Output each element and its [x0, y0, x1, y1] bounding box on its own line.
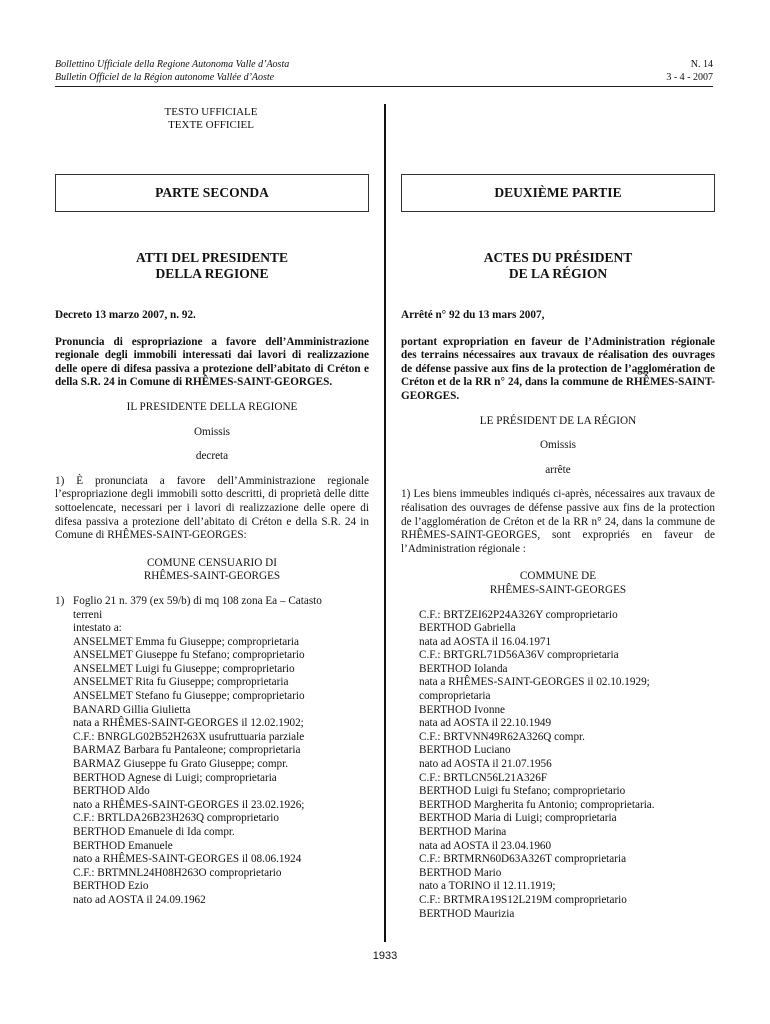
commune-heading-it-line2: RHÊMES-SAINT-GEORGES	[143, 570, 281, 583]
acts-heading-it-line2: DELLA REGIONE	[155, 266, 269, 281]
decree-subject-fr: portant expropriation en faveur de l’Administration régionale des terrains nécessaires aux travaux de réalisation des ouvrages de défense passive aux fins de la protection de l’agglomération de Créton et de la RR n° 24, dans la commune de RHÊMES-SAINT-GEORGES.	[401, 335, 715, 402]
list-item: C.F.: BRTMRA19S12L219M comproprietario	[419, 893, 627, 906]
decree-verb-fr: arrête	[545, 463, 571, 476]
bulletin-title-fr: Bulletin Officiel de la Région autonome Vallée d’Aoste	[55, 72, 275, 83]
list-item: terreni	[73, 608, 103, 621]
president-heading-it: IL PRESIDENTE DELLA REGIONE	[126, 400, 298, 413]
omissis-it: Omissis	[193, 425, 231, 438]
list-item: ANSELMET Stefano fu Giuseppe; comproprietario	[73, 690, 305, 703]
list-item: C.F.: BRTMRN60D63A326T comproprietaria	[419, 853, 627, 866]
list-item: nato ad AOSTA il 24.09.1962	[73, 893, 206, 906]
list-item: nata a RHÊMES-SAINT-GEORGES il 12.02.1902;	[73, 717, 304, 730]
list-item: nato a RHÊMES-SAINT-GEORGES il 08.06.1924	[73, 853, 302, 866]
bulletin-title	[55, 58, 289, 84]
part-heading-fr: DEUXIÈME PARTIE	[401, 174, 715, 212]
list-item: BERTHOD Luigi fu Stefano; comproprietario	[419, 785, 626, 798]
list-item: BERTHOD Ivonne	[419, 703, 506, 716]
decree-subject-it: Pronuncia di espropriazione a favore dell’Amministrazione regionale degli immobili interessati dai lavori di realizzazione delle opere di difesa passiva a protezione dell’abitato di Créton e della S.R. 24 in Comune di RHÊMES-SAINT-GEORGES.	[55, 335, 369, 389]
article-paragraph-it: 1) È pronunciata a favore dell’Amministrazione regionale l’espropriazione degli immobili sotto descritti, di proprietà delle ditte sottoelencate, necessari per i lavori di realizzazione delle opere di difesa passiva a protezione dell’abitato di Créton e della S.R. 24 in Comune di RHÊMES-SAINT-GEORGES:	[55, 474, 369, 542]
column-divider	[384, 104, 386, 942]
acts-heading-fr-line2: DE LA RÉGION	[508, 266, 608, 281]
list-item: C.F.: BRTZEI62P24A326Y comproprietario	[419, 608, 618, 621]
list-item: BERTHOD Luciano	[419, 744, 511, 757]
owners-list-fr	[401, 609, 715, 922]
list-item: nata ad AOSTA il 16.04.1971	[419, 635, 552, 648]
article-paragraph-fr: 1) Les biens immeubles indiqués ci-après, nécessaires aux travaux de réalisation des ouvrages de défense passive aux fins de la protection de l’agglomération de Créton et de la RR n° 24, dans la commune de RHÊMES-SAINT-GEORGES, sont expropriés en faveur de l’Administration régionale :	[401, 488, 715, 555]
commune-heading-fr-line1: COMMUNE DE	[519, 570, 597, 583]
list-item: C.F.: BRTVNN49R62A326Q compr.	[419, 730, 585, 743]
list-item: ANSELMET Luigi fu Giuseppe; comproprietario	[73, 662, 295, 675]
issue-info	[666, 58, 713, 84]
list-item: BERTHOD Ezio	[73, 880, 149, 893]
list-item: BERTHOD Marina	[419, 826, 507, 838]
header-rule	[55, 86, 713, 87]
decree-title-it: Decreto 13 marzo 2007, n. 92.	[55, 309, 196, 321]
president-heading-fr: LE PRÉSIDENT DE LA RÉGION	[479, 414, 637, 427]
list-item: nata ad AOSTA il 22.10.1949	[419, 717, 552, 730]
list-item: BERTHOD Emanuele di Ida compr.	[73, 826, 235, 838]
omissis-fr: Omissis	[539, 439, 577, 452]
list-item: nato a RHÊMES-SAINT-GEORGES il 23.02.1926;	[73, 798, 305, 811]
french-column	[401, 174, 715, 921]
list-item: BARMAZ Giuseppe fu Grato Giuseppe; compr.	[73, 758, 289, 771]
acts-heading-it	[55, 250, 369, 282]
list-item: Foglio 21 n. 379 (ex 59/b) di mq 108 zona Ea – Catasto	[73, 594, 322, 607]
issue-date: 3 - 4 - 2007	[666, 72, 713, 83]
list-item: BANARD Gillia Giulietta	[73, 703, 191, 716]
official-text-fr: TEXTE OFFICIEL	[168, 119, 254, 131]
commune-heading-fr-line2: RHÊMES-SAINT-GEORGES	[489, 583, 627, 596]
acts-heading-it-line1: ATTI DEL PRESIDENTE	[135, 250, 289, 265]
bulletin-title-it: Bollettino Ufficiale della Regione Autonoma Valle d’Aosta	[55, 59, 290, 70]
list-item: ANSELMET Giuseppe fu Stefano; comproprietario	[73, 649, 305, 662]
acts-heading-fr-line1: ACTES DU PRÉSIDENT	[483, 250, 633, 265]
list-item: ANSELMET Rita fu Giuseppe; comproprietaria	[73, 676, 289, 689]
list-item: nata ad AOSTA il 23.04.1960	[419, 839, 552, 852]
decree-verb-it: decreta	[195, 450, 229, 463]
owners-list-it	[55, 595, 369, 908]
list-item: BERTHOD Iolanda	[419, 662, 508, 675]
list-item: C.F.: BRTLCN56L21A326F	[419, 771, 548, 784]
list-item: BERTHOD Maurizia	[419, 907, 515, 920]
list-item: comproprietaria	[419, 690, 491, 703]
list-item: C.F.: BRTGRL71D56A36V comproprietaria	[419, 649, 619, 662]
commune-heading-fr	[401, 570, 715, 597]
list-item: C.F.: BRTMNL24H08H263O comproprietario	[73, 866, 282, 879]
list-item: BERTHOD Aldo	[73, 785, 150, 798]
acts-heading-fr	[401, 250, 715, 282]
list-item: nato a TORINO il 12.11.1919;	[419, 880, 556, 893]
list-item: BERTHOD Mario	[419, 866, 502, 879]
part-heading-it: PARTE SECONDA	[55, 174, 369, 212]
italian-column	[55, 174, 369, 908]
official-text-label	[55, 106, 367, 132]
list-item: BERTHOD Maria di Luigi; comproprietaria	[419, 812, 617, 825]
list-item: BERTHOD Agnese di Luigi; comproprietaria	[73, 771, 277, 784]
list-item: nato ad AOSTA il 21.07.1956	[419, 758, 552, 771]
commune-heading-it-line1: COMUNE CENSUARIO DI	[147, 556, 277, 569]
list-item: C.F.: BNRGLG02B52H263X usufruttuaria parziale	[73, 730, 305, 743]
list-item: nata a RHÊMES-SAINT-GEORGES il 02.10.1929;	[419, 676, 650, 689]
decree-title-fr: Arrêté n° 92 du 13 mars 2007,	[401, 309, 545, 321]
list-item: C.F.: BRTLDA26B23H263Q comproprietario	[73, 812, 280, 825]
list-item: BERTHOD Emanuele	[73, 839, 173, 852]
list-item: ANSELMET Emma fu Giuseppe; comproprietaria	[73, 635, 299, 648]
list-item: intestato a:	[73, 622, 122, 635]
commune-heading-it	[55, 557, 369, 584]
issue-number: N. 14	[690, 59, 713, 70]
list-item: BARMAZ Barbara fu Pantaleone; comproprietaria	[73, 744, 301, 757]
page-number: 1933	[372, 950, 398, 962]
list-item: BERTHOD Gabriella	[419, 622, 516, 635]
list-item: BERTHOD Margherita fu Antonio; comproprietaria.	[419, 798, 655, 811]
official-text-it: TESTO UFFICIALE	[164, 106, 258, 118]
item-number: 1)	[55, 594, 65, 607]
